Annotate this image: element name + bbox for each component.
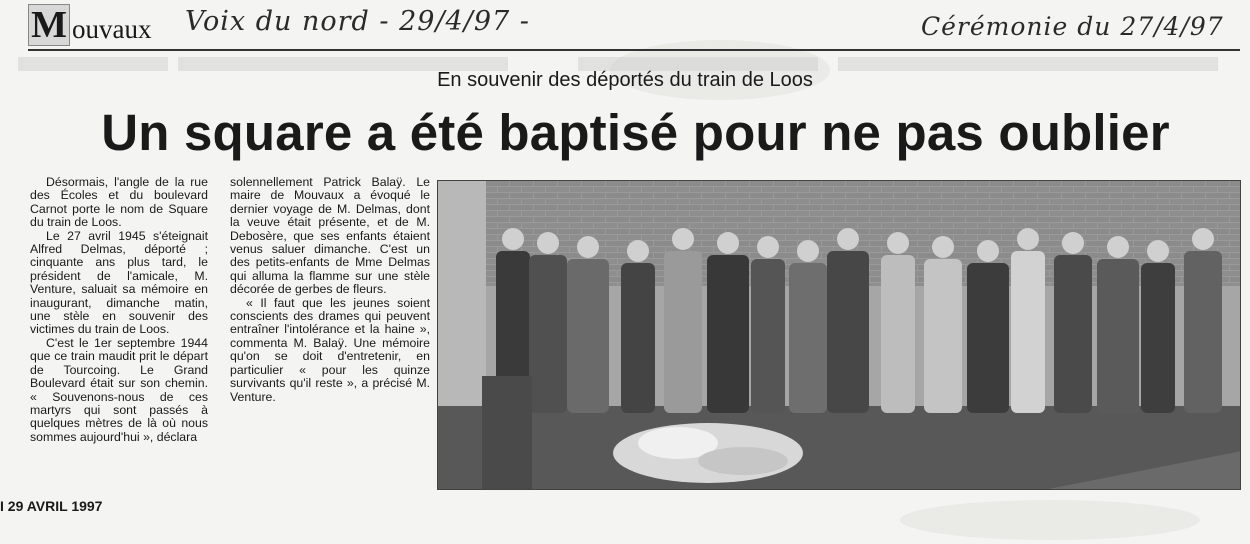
- person-head: [717, 232, 739, 254]
- person-head: [537, 232, 559, 254]
- person-body: [881, 255, 915, 413]
- person-head: [932, 236, 954, 258]
- person-body: [1054, 255, 1092, 413]
- person-body: [1184, 251, 1222, 413]
- person-head: [627, 240, 649, 262]
- person-body: [1011, 251, 1045, 413]
- person-head: [837, 228, 859, 250]
- person-body: [567, 259, 609, 413]
- town-initial: M: [28, 4, 70, 46]
- person-head: [1147, 240, 1169, 262]
- person-body: [1097, 259, 1139, 413]
- person-body: [967, 263, 1009, 413]
- article-paragraph: Désormais, l'angle de la rue des Écoles et du boulevard Carnot porte le nom de Square du train de Loos.: [30, 175, 208, 230]
- person-body: [1141, 263, 1175, 413]
- person-head: [977, 240, 999, 262]
- person-body: [664, 251, 702, 413]
- person-body: [924, 259, 962, 413]
- person-body: [621, 263, 655, 413]
- article-paragraph: solennellement Patrick Balaÿ. Le maire de Mouvaux a évoqué le dernier voyage de M. Delmas, dont la veuve était présente, et de M. Debosère, que ses enfants étaient venus saluer dimanche. C'est un des petits-enfants de Mme Delmas qui alluma la flamme sur une stèle décorée de gerbes de fleurs.: [230, 175, 430, 297]
- person-head: [797, 240, 819, 262]
- masthead: [28, 4, 1240, 48]
- person-head: [1107, 236, 1129, 258]
- ceremony-photo: [437, 180, 1241, 490]
- person-body: [789, 263, 827, 413]
- issue-date: I 29 AVRIL 1997: [0, 498, 103, 514]
- person-head: [1192, 228, 1214, 250]
- person-body: [529, 255, 567, 413]
- handwritten-ceremony-note: Cérémonie du 27/4/97: [921, 12, 1224, 41]
- person-body: [707, 255, 749, 413]
- article-paragraph: C'est le 1er septembre 1944 que ce train maudit prit le départ de Tourcoing. Le Grand Boulevard était sur son chemin. « Souvenons-nous de ces martyrs qui sont passés à quelques mètres de là où nous sommes aujourd'hui », déclara: [30, 335, 208, 444]
- handwritten-source-note: Voix du nord - 29/4/97 -: [185, 6, 530, 37]
- person-head: [1017, 228, 1039, 250]
- article-paragraph: Le 27 avril 1945 s'éteignait Alfred Delmas, déporté ; cinquante ans plus tard, le président de l'amicale, M. Venture, saluait sa mémoire en inaugurant, dimanche matin, une stèle en souvenir des victimes du train de Loos.: [30, 228, 208, 337]
- memorial-stele: [482, 376, 532, 490]
- person-head: [1062, 232, 1084, 254]
- paper-stain: [900, 500, 1200, 540]
- town-name: ouvaux: [72, 14, 152, 44]
- article-kicker: En souvenir des déportés du train de Loos: [437, 69, 813, 91]
- person-head: [887, 232, 909, 254]
- person-body: [827, 251, 869, 413]
- article-column-2: [230, 176, 430, 404]
- person-head: [502, 228, 524, 250]
- article-headline: Un square a été baptisé pour ne pas oublier: [101, 104, 1170, 161]
- person-body: [751, 259, 785, 413]
- ceremony-photo-drawing: [438, 181, 1241, 490]
- person-head: [672, 228, 694, 250]
- person-head: [757, 236, 779, 258]
- person-head: [577, 236, 599, 258]
- article-paragraph: « Il faut que les jeunes soient conscients des drames qui peuvent entraîner l'intolérance et la haine », commenta M. Balaÿ. Une mémoire qu'on se doit d'entretenir, en particulier « pour les quinze survivants qu'il reste », a précisé M. Venture.: [230, 295, 430, 404]
- masthead-rule: [28, 49, 1240, 51]
- article-column-1: [30, 176, 208, 444]
